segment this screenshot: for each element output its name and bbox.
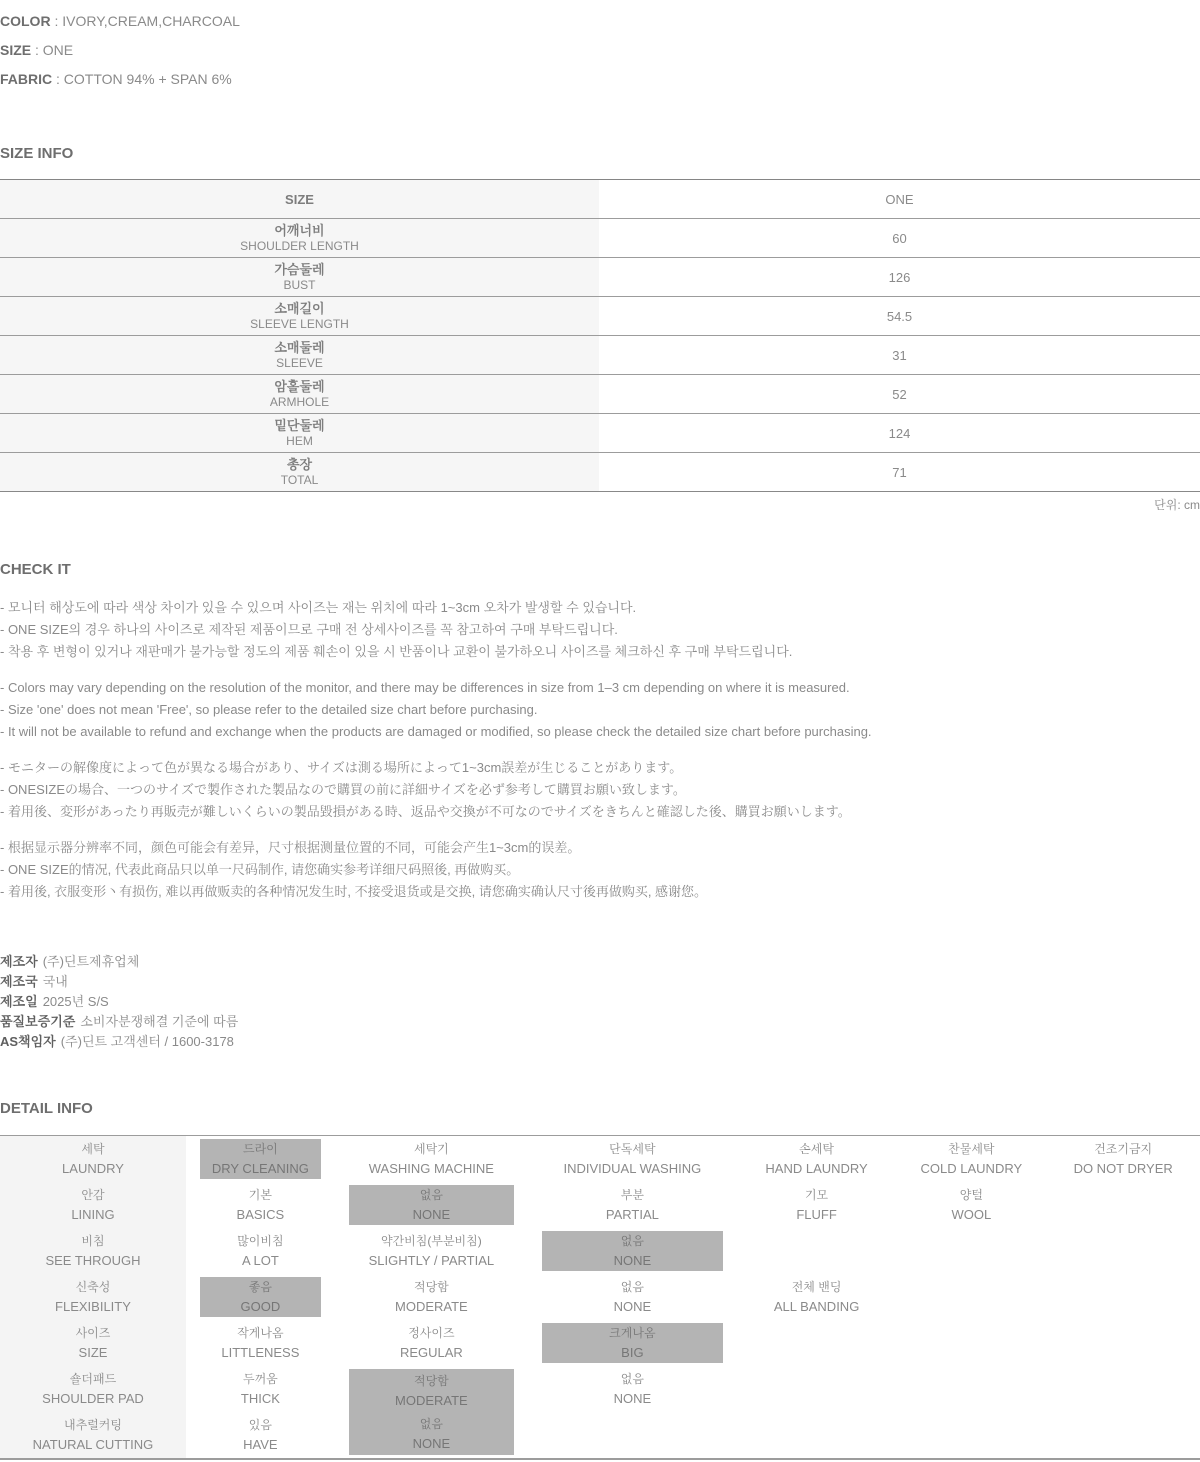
detail-table-row bbox=[0, 1274, 1200, 1320]
measure-name-kr: 소매길이 bbox=[274, 300, 325, 316]
check-it-notices bbox=[0, 597, 1200, 903]
category-name-kr: 사이즈 bbox=[75, 1326, 111, 1340]
care-option-selected bbox=[542, 1323, 723, 1363]
care-option bbox=[542, 1277, 723, 1317]
measure-name-en: SHOULDER LENGTH bbox=[240, 238, 359, 253]
manufacturer-label: 제조자 bbox=[0, 954, 38, 969]
manufacturer-info bbox=[0, 952, 1200, 1052]
care-option bbox=[349, 1323, 514, 1363]
care-option-cell bbox=[1046, 1320, 1200, 1366]
care-option bbox=[542, 1369, 723, 1409]
care-option-cell bbox=[186, 1320, 335, 1366]
measure-value: 71 bbox=[892, 464, 907, 480]
care-option-cell bbox=[1046, 1366, 1200, 1412]
detail-info-heading: DETAIL INFO bbox=[0, 1100, 93, 1117]
attribute-label: FABRIC bbox=[0, 71, 53, 87]
care-option bbox=[751, 1185, 883, 1225]
care-option bbox=[349, 1139, 514, 1179]
measure-name-en: SLEEVE bbox=[276, 355, 323, 370]
measure-name-kr: 암홀둘레 bbox=[274, 378, 325, 394]
category-name-kr: 세탁 bbox=[81, 1142, 105, 1156]
category bbox=[0, 1182, 186, 1228]
detail-table-body bbox=[0, 1136, 1200, 1460]
care-option-kr: 드라이 bbox=[242, 1142, 278, 1156]
care-option-kr: 없음 bbox=[419, 1416, 443, 1431]
care-option-en: WOOL bbox=[951, 1207, 992, 1222]
care-option-en: DRY CLEANING bbox=[211, 1161, 309, 1176]
notice-line: - It will not be available to refund and exchange when the products are damaged or modified, so please check the detailed size chart before purchasing. bbox=[0, 724, 872, 739]
one-column-header: ONE bbox=[885, 191, 914, 207]
care-option-cell bbox=[737, 1412, 897, 1459]
measure-name-kr: 소매둘레 bbox=[274, 339, 325, 355]
category-name-kr: 비침 bbox=[81, 1234, 105, 1248]
category-cell bbox=[0, 1366, 186, 1412]
care-option-cell bbox=[737, 1320, 897, 1366]
manufacturer-row bbox=[0, 1032, 1200, 1052]
care-option-en: NONE bbox=[613, 1299, 652, 1314]
measure-name-cell bbox=[0, 336, 599, 375]
measure-name-en: ARMHOLE bbox=[269, 394, 330, 409]
care-option bbox=[1060, 1139, 1186, 1179]
notice-line: - 根据显示器分辨率不同，颜色可能会有差异，尺寸根据测量位置的不同，可能会产生1~3cm的误差。 bbox=[0, 840, 581, 855]
measure-name-en: TOTAL bbox=[280, 472, 319, 487]
category-name-en: SIZE bbox=[78, 1345, 108, 1360]
care-option-cell bbox=[186, 1412, 335, 1459]
product-attribute-row bbox=[0, 36, 1200, 65]
category-name-en: LAUNDRY bbox=[62, 1161, 124, 1176]
category-name-en: LINING bbox=[71, 1207, 115, 1222]
care-option-cell bbox=[737, 1228, 897, 1274]
care-option bbox=[200, 1231, 321, 1271]
care-option-kr: 크게나옴 bbox=[609, 1326, 656, 1340]
size-info-heading: SIZE INFO bbox=[0, 145, 74, 162]
measure-name-cell bbox=[0, 375, 599, 414]
care-option-cell bbox=[528, 1366, 737, 1412]
category-name-en: NATURAL CUTTING bbox=[32, 1437, 154, 1452]
care-option-selected bbox=[200, 1139, 321, 1179]
care-option bbox=[910, 1185, 1032, 1225]
measure-name-cell bbox=[0, 297, 599, 336]
notice-block bbox=[0, 597, 1200, 663]
measure-name-cell bbox=[0, 258, 599, 297]
size-table-row bbox=[0, 297, 1200, 336]
measure-name-en: HEM bbox=[286, 433, 313, 448]
care-option-cell bbox=[737, 1274, 897, 1320]
care-option-kr: 작게나옴 bbox=[237, 1326, 284, 1340]
care-option-cell bbox=[1046, 1136, 1200, 1183]
detail-table-row bbox=[0, 1182, 1200, 1228]
measure-value: 124 bbox=[888, 425, 911, 441]
care-option-kr: 양털 bbox=[959, 1188, 983, 1202]
care-option bbox=[910, 1139, 1032, 1179]
notice-line: - ONE SIZE의 경우 하나의 사이즈로 제작된 제품이므로 구매 전 상세사이즈를 꼭 참고하여 구매 부탁드립니다. bbox=[0, 622, 618, 637]
notice-line: - Size 'one' does not mean 'Free', so please refer to the detailed size chart before purchasing. bbox=[0, 702, 538, 717]
measure-value: 60 bbox=[892, 230, 907, 246]
care-option-cell bbox=[1046, 1274, 1200, 1320]
care-option-kr: 없음 bbox=[620, 1234, 644, 1248]
measure-name-en: BUST bbox=[283, 277, 316, 292]
manufacturer-row bbox=[0, 992, 1200, 1012]
size-table-body bbox=[0, 219, 1200, 492]
check-it-heading: CHECK IT bbox=[0, 561, 71, 578]
care-option-kr: 적당함 bbox=[413, 1373, 449, 1388]
care-option bbox=[200, 1415, 321, 1455]
care-option-en: WASHING MACHINE bbox=[368, 1161, 494, 1176]
care-option-kr: 많이비침 bbox=[237, 1234, 284, 1248]
attribute-separator: : bbox=[50, 13, 63, 29]
care-option bbox=[751, 1139, 883, 1179]
care-option-cell bbox=[896, 1136, 1046, 1183]
care-option-en: HAVE bbox=[243, 1437, 278, 1452]
care-option-cell bbox=[186, 1136, 335, 1183]
care-option-kr: 없음 bbox=[620, 1372, 644, 1386]
care-option-cell bbox=[896, 1182, 1046, 1228]
size-table-row bbox=[0, 414, 1200, 453]
measure-name-en: SLEEVE LENGTH bbox=[250, 316, 349, 331]
attribute-value: COTTON 94% + SPAN 6% bbox=[63, 71, 232, 87]
care-option-cell bbox=[737, 1182, 897, 1228]
care-option-cell bbox=[335, 1412, 528, 1459]
care-option-cell bbox=[896, 1274, 1046, 1320]
care-option-cell bbox=[186, 1228, 335, 1274]
care-option-cell bbox=[1046, 1412, 1200, 1459]
care-option-kr: 단독세탁 bbox=[609, 1142, 656, 1156]
product-attribute-row bbox=[0, 7, 1200, 36]
notice-block bbox=[0, 757, 1200, 823]
care-option-kr: 부분 bbox=[620, 1188, 644, 1202]
care-option bbox=[349, 1231, 514, 1271]
care-option-cell bbox=[335, 1320, 528, 1366]
care-option-en: REGULAR bbox=[399, 1345, 463, 1360]
care-option-cell bbox=[335, 1136, 528, 1183]
care-option bbox=[200, 1369, 321, 1409]
care-option-selected bbox=[349, 1185, 514, 1225]
attribute-separator: : bbox=[31, 42, 43, 58]
measure-value: 31 bbox=[892, 347, 907, 363]
care-option-en: FLUFF bbox=[796, 1207, 837, 1222]
care-option bbox=[200, 1185, 321, 1225]
care-option-kr: 손세탁 bbox=[799, 1142, 834, 1156]
detail-info-table bbox=[0, 1135, 1200, 1460]
attribute-label: COLOR bbox=[0, 13, 51, 29]
care-option-cell bbox=[528, 1228, 737, 1274]
notice-line: - ONE SIZE的情况, 代表此商品只以单一尺码制作, 请您确实参考详细尺码照後, 再做购买。 bbox=[0, 862, 520, 877]
care-option-cell bbox=[1046, 1228, 1200, 1274]
care-option-cell bbox=[528, 1136, 737, 1183]
notice-line: - ONESIZEの場合、一つのサイズで製作された製品なので購買の前に詳細サイズを必ず参考して購買お願い致します。 bbox=[0, 782, 686, 797]
size-table-row bbox=[0, 219, 1200, 258]
measure-name-kr: 어깨너비 bbox=[274, 222, 325, 238]
manufacturer-label: 제조국 bbox=[0, 974, 38, 989]
notice-line: - 着用後、変形があったり再販売が難しいくらいの製品毀損がある時、返品や交換が不可なのでサイズをきちんと確認した後、購買お願いします。 bbox=[0, 804, 851, 819]
size-table-header-row bbox=[0, 180, 1200, 219]
care-option-en: HAND LAUNDRY bbox=[765, 1161, 868, 1176]
category-cell bbox=[0, 1412, 186, 1459]
care-option-cell bbox=[335, 1274, 528, 1320]
manufacturer-value: 소비자분쟁해결 기준에 따름 bbox=[80, 1014, 239, 1029]
care-option-cell bbox=[186, 1274, 335, 1320]
care-option-selected bbox=[349, 1369, 514, 1412]
manufacturer-value: 국내 bbox=[42, 974, 68, 989]
care-option-cell bbox=[186, 1366, 335, 1412]
category bbox=[0, 1136, 186, 1182]
care-option-cell bbox=[1046, 1182, 1200, 1228]
care-option-kr: 기본 bbox=[248, 1188, 272, 1202]
size-table-row bbox=[0, 453, 1200, 492]
category-cell bbox=[0, 1320, 186, 1366]
care-option-kr: 없음 bbox=[620, 1280, 644, 1294]
manufacturer-row bbox=[0, 952, 1200, 972]
category bbox=[0, 1366, 186, 1412]
category bbox=[0, 1228, 186, 1274]
care-option-cell bbox=[528, 1320, 737, 1366]
manufacturer-label: 제조일 bbox=[0, 994, 38, 1009]
care-option-en: NONE bbox=[613, 1253, 652, 1268]
detail-table-row bbox=[0, 1366, 1200, 1412]
care-option-cell bbox=[335, 1228, 528, 1274]
manufacturer-label: 품질보증기준 bbox=[0, 1014, 76, 1029]
measure-name-cell bbox=[0, 414, 599, 453]
care-option-en: LITTLENESS bbox=[221, 1345, 300, 1360]
care-option-en: MODERATE bbox=[395, 1392, 468, 1408]
category-cell bbox=[0, 1228, 186, 1274]
care-option-en: DO NOT DRYER bbox=[1073, 1161, 1173, 1176]
notice-block bbox=[0, 677, 1200, 743]
measure-name-kr: 가슴둘레 bbox=[274, 261, 325, 277]
category bbox=[0, 1320, 186, 1366]
care-option bbox=[200, 1323, 321, 1363]
detail-table-row bbox=[0, 1412, 1200, 1459]
care-option-kr: 찬물세탁 bbox=[948, 1142, 995, 1156]
attribute-separator: : bbox=[52, 71, 64, 87]
measure-name-cell bbox=[0, 453, 599, 492]
care-option-cell bbox=[335, 1182, 528, 1228]
notice-line: - Colors may vary depending on the resolution of the monitor, and there may be differences in size from 1–3 cm depending on where it is measured. bbox=[0, 680, 850, 695]
care-option-cell bbox=[896, 1228, 1046, 1274]
care-option-en: NONE bbox=[613, 1391, 652, 1406]
manufacturer-row bbox=[0, 1012, 1200, 1032]
product-attributes bbox=[0, 7, 1200, 94]
care-option-en: INDIVIDUAL WASHING bbox=[563, 1161, 702, 1176]
measure-value: 126 bbox=[888, 269, 911, 285]
care-option-en: NONE bbox=[412, 1435, 451, 1451]
notice-line: - 着用後, 衣服变形丶有损伤, 难以再做贩卖的各种情况发生时, 不接受退货或是交换, 请您确实确认尺寸後再做购买, 感谢您。 bbox=[0, 884, 708, 899]
care-option-cell bbox=[896, 1320, 1046, 1366]
category-name-en: SEE THROUGH bbox=[45, 1253, 141, 1268]
category-cell bbox=[0, 1136, 186, 1183]
care-option-en: COLD LAUNDRY bbox=[920, 1161, 1023, 1176]
care-option-cell bbox=[528, 1274, 737, 1320]
care-option-cell bbox=[896, 1366, 1046, 1412]
care-option-kr: 건조기금지 bbox=[1094, 1142, 1153, 1156]
size-table-row bbox=[0, 336, 1200, 375]
care-option-cell bbox=[737, 1366, 897, 1412]
notice-block bbox=[0, 837, 1200, 903]
measure-name-kr: 총장 bbox=[286, 456, 313, 472]
size-table-row bbox=[0, 258, 1200, 297]
category-name-en: FLEXIBILITY bbox=[55, 1299, 131, 1314]
care-option-cell bbox=[528, 1182, 737, 1228]
care-option-kr: 기모 bbox=[804, 1188, 829, 1202]
care-option-selected bbox=[200, 1277, 321, 1317]
category-cell bbox=[0, 1182, 186, 1228]
care-option-cell bbox=[737, 1136, 897, 1183]
care-option-kr: 전체 밴딩 bbox=[791, 1280, 842, 1294]
care-option-en: BIG bbox=[621, 1345, 644, 1360]
care-option-en: THICK bbox=[240, 1391, 280, 1406]
care-option-kr: 없음 bbox=[419, 1188, 443, 1202]
category-cell bbox=[0, 1274, 186, 1320]
care-option bbox=[751, 1277, 883, 1317]
detail-table-row bbox=[0, 1320, 1200, 1366]
care-option-en: A LOT bbox=[241, 1253, 279, 1268]
care-option bbox=[542, 1139, 723, 1179]
care-option-kr: 세탁기 bbox=[413, 1142, 449, 1156]
care-option-selected bbox=[542, 1231, 723, 1271]
category-name-kr: 신축성 bbox=[75, 1280, 111, 1294]
care-option bbox=[349, 1277, 514, 1317]
unit-note: 단위: cm bbox=[1154, 498, 1200, 512]
care-option-cell bbox=[186, 1182, 335, 1228]
attribute-value: ONE bbox=[42, 42, 74, 58]
care-option-en: SLIGHTLY / PARTIAL bbox=[368, 1253, 495, 1268]
care-option-kr: 좋음 bbox=[248, 1280, 272, 1294]
care-option-en: GOOD bbox=[240, 1299, 281, 1314]
care-option-selected bbox=[349, 1412, 514, 1455]
care-option-en: MODERATE bbox=[395, 1299, 468, 1314]
measure-name-kr: 밑단둘레 bbox=[274, 417, 325, 433]
notice-line: - 모니터 해상도에 따라 색상 차이가 있을 수 있으며 사이즈는 재는 위치에 따라 1~3cm 오차가 발생할 수 있습니다. bbox=[0, 600, 637, 615]
care-option-cell bbox=[335, 1366, 528, 1412]
category-name-kr: 내추럴커팅 bbox=[64, 1418, 122, 1432]
notice-line: - モニターの解像度によって色が異なる場合があり、サイズは測る場所によって1~3cm誤差が生じることがあります。 bbox=[0, 760, 683, 775]
manufacturer-value: 2025년 S/S bbox=[42, 994, 109, 1009]
size-table-row bbox=[0, 375, 1200, 414]
care-option-kr: 정사이즈 bbox=[408, 1326, 455, 1340]
notice-line: - 착용 후 변형이 있거나 재판매가 불가능할 정도의 제품 훼손이 있을 시 반품이나 교환이 불가하오니 사이즈를 체크하신 후 구매 부탁드립니다. bbox=[0, 644, 793, 659]
manufacturer-label: AS책임자 bbox=[0, 1034, 56, 1049]
measure-value: 54.5 bbox=[886, 308, 913, 324]
measure-value: 52 bbox=[892, 386, 907, 402]
attribute-value: IVORY,CREAM,CHARCOAL bbox=[62, 13, 240, 29]
care-option-cell bbox=[528, 1412, 737, 1459]
attribute-label: SIZE bbox=[0, 42, 32, 58]
care-option-en: BASICS bbox=[236, 1207, 285, 1222]
category bbox=[0, 1412, 186, 1458]
category-name-kr: 숄더패드 bbox=[69, 1372, 117, 1386]
detail-table-row bbox=[0, 1228, 1200, 1274]
category-name-kr: 안감 bbox=[81, 1188, 105, 1202]
size-column-header: SIZE bbox=[0, 180, 599, 219]
size-table bbox=[0, 179, 1200, 492]
manufacturer-value: (주)딘트제휴업체 bbox=[42, 954, 140, 969]
care-option bbox=[542, 1185, 723, 1225]
category-name-en: SHOULDER PAD bbox=[42, 1391, 144, 1406]
care-option-kr: 적당함 bbox=[413, 1280, 449, 1294]
care-option-cell bbox=[896, 1412, 1046, 1459]
care-option-en: ALL BANDING bbox=[773, 1299, 860, 1314]
care-option-en: NONE bbox=[412, 1207, 451, 1222]
category bbox=[0, 1274, 186, 1320]
manufacturer-row bbox=[0, 972, 1200, 992]
care-option-kr: 약간비침(부분비침) bbox=[381, 1234, 482, 1248]
measure-name-cell bbox=[0, 219, 599, 258]
detail-table-row bbox=[0, 1136, 1200, 1183]
product-attribute-row bbox=[0, 65, 1200, 94]
care-option-kr: 두꺼움 bbox=[242, 1372, 278, 1386]
manufacturer-value: (주)딘트 고객센터 / 1600-3178 bbox=[60, 1034, 234, 1049]
care-option-en: PARTIAL bbox=[605, 1207, 659, 1222]
care-option-kr: 있음 bbox=[248, 1418, 272, 1432]
